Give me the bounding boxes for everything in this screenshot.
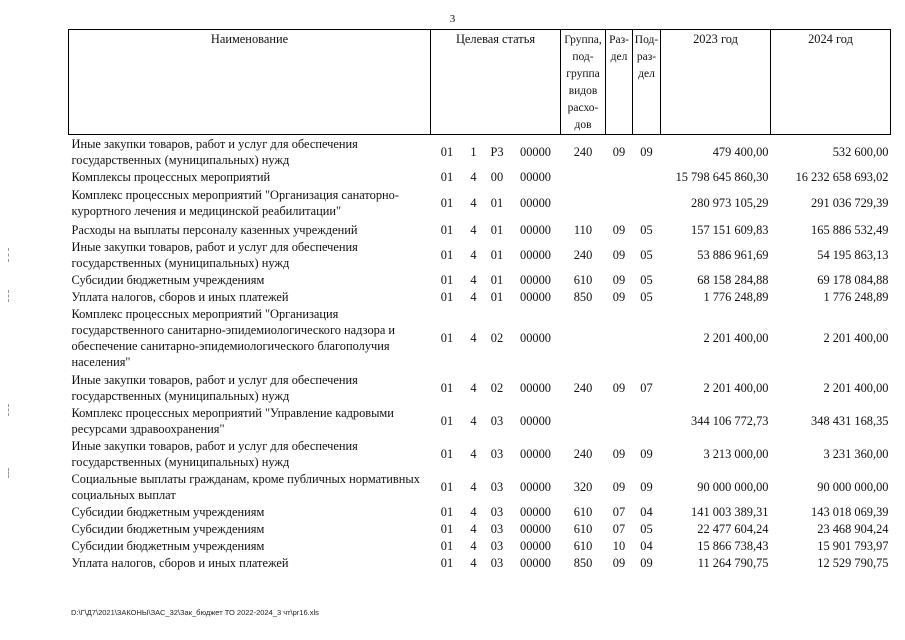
amount-2024: 1 776 248,89 bbox=[823, 289, 889, 304]
section-code: 09 bbox=[612, 479, 626, 494]
expense-group: 610 bbox=[573, 504, 593, 519]
target-code-type: 4 bbox=[470, 555, 477, 570]
subsection-code: 09 bbox=[640, 144, 653, 159]
target-code-item: 01 bbox=[490, 289, 504, 304]
expense-group bbox=[561, 305, 606, 371]
target-code-type: 4 bbox=[470, 331, 477, 345]
section-code: 07 bbox=[612, 504, 626, 519]
row-name: Иные закупки товаров, работ и услуг для обеспечения государственных (муниципальных) нужд bbox=[71, 372, 358, 403]
section-code: 07 bbox=[612, 521, 626, 536]
margin-dash-mark bbox=[8, 248, 10, 262]
amount-2023: 157 151 609,83 bbox=[691, 222, 769, 237]
target-code-item: 00 bbox=[490, 169, 504, 184]
header-target-article: Целевая статья bbox=[431, 30, 561, 135]
subsection-code: 05 bbox=[640, 272, 653, 287]
header-expense-group: Группа, под- группа видов расхо- дов bbox=[561, 30, 606, 135]
target-code-item: 03 bbox=[490, 413, 504, 428]
target-code-program: 01 bbox=[440, 144, 454, 159]
table-row bbox=[69, 371, 891, 404]
target-code-direction: 00000 bbox=[520, 479, 551, 494]
amount-2024: 3 231 360,00 bbox=[823, 446, 889, 461]
expense-group: 850 bbox=[573, 289, 593, 304]
amount-2023: 53 886 961,69 bbox=[697, 247, 769, 262]
section-code: 09 bbox=[612, 555, 626, 570]
margin-dash-mark bbox=[8, 290, 10, 302]
row-name: Комплекс процессных мероприятий "Управление кадровыми ресурсами здравоохранения" bbox=[71, 405, 394, 436]
target-code-type: 4 bbox=[470, 247, 477, 262]
target-code-item: 01 bbox=[490, 196, 504, 210]
table-row bbox=[69, 554, 891, 571]
target-code-program: 01 bbox=[440, 521, 454, 536]
row-name: Субсидии бюджетным учреждениям bbox=[71, 521, 265, 536]
target-code-program: 01 bbox=[440, 272, 454, 287]
target-code-direction: 00000 bbox=[520, 144, 551, 159]
subsection-code: 05 bbox=[640, 289, 653, 304]
subsection-code: 04 bbox=[640, 538, 653, 553]
target-code-direction: 00000 bbox=[520, 413, 551, 428]
subsection-code: 05 bbox=[640, 222, 653, 237]
amount-2023: 15 798 645 860,30 bbox=[675, 169, 769, 184]
amount-2023: 2 201 400,00 bbox=[703, 380, 769, 395]
expense-group: 610 bbox=[573, 538, 593, 553]
target-code-item: 01 bbox=[490, 222, 504, 237]
subsection-code: 09 bbox=[640, 446, 653, 461]
target-code-program: 01 bbox=[440, 479, 454, 494]
expense-group: 110 bbox=[573, 222, 593, 237]
row-name: Уплата налогов, сборов и иных платежей bbox=[71, 289, 289, 304]
amount-2024: 54 195 863,13 bbox=[817, 247, 889, 262]
section-code: 09 bbox=[612, 144, 626, 159]
target-code-type: 4 bbox=[470, 504, 477, 519]
subsection-code bbox=[633, 305, 661, 371]
amount-2023: 344 106 772,73 bbox=[691, 413, 769, 428]
row-name: Субсидии бюджетным учреждениям bbox=[71, 538, 265, 553]
target-code-program: 01 bbox=[440, 331, 454, 345]
amount-2024: 2 201 400,00 bbox=[823, 380, 889, 395]
section-code: 09 bbox=[612, 289, 626, 304]
amount-2023: 3 213 000,00 bbox=[703, 446, 769, 461]
table-row bbox=[69, 168, 891, 185]
subsection-code: 04 bbox=[640, 504, 653, 519]
target-code-direction: 00000 bbox=[520, 222, 551, 237]
target-code-direction: 00000 bbox=[520, 521, 551, 536]
target-code-program: 01 bbox=[440, 196, 454, 210]
row-name: Расходы на выплаты персоналу казенных учреждений bbox=[71, 222, 358, 237]
target-code-item: 01 bbox=[490, 247, 504, 262]
table-row bbox=[69, 404, 891, 437]
target-code-item: 02 bbox=[490, 331, 504, 345]
table-row bbox=[69, 271, 891, 288]
target-code-type: 4 bbox=[470, 169, 477, 184]
target-code-type: 4 bbox=[470, 272, 477, 287]
target-code-type: 4 bbox=[470, 538, 477, 553]
target-code-direction: 00000 bbox=[520, 380, 551, 395]
expense-group: 240 bbox=[573, 247, 593, 262]
target-code-item: 03 bbox=[490, 555, 504, 570]
table-row bbox=[69, 238, 891, 271]
amount-2023: 1 776 248,89 bbox=[703, 289, 769, 304]
target-code-direction: 00000 bbox=[520, 504, 551, 519]
amount-2024: 69 178 084,88 bbox=[817, 272, 889, 287]
amount-2024: 291 036 729,39 bbox=[811, 196, 889, 210]
target-code-program: 01 bbox=[440, 504, 454, 519]
target-code-program: 01 bbox=[440, 446, 454, 461]
section-code bbox=[606, 305, 633, 371]
target-code-type: 4 bbox=[470, 446, 477, 461]
amount-2023: 90 000 000,00 bbox=[697, 479, 769, 494]
expense-group: 240 bbox=[573, 380, 593, 395]
amount-2024: 12 529 790,75 bbox=[817, 555, 889, 570]
amount-2024: 23 468 904,24 bbox=[817, 521, 889, 536]
target-code-item: 01 bbox=[490, 272, 504, 287]
row-name: Комплекс процессных мероприятий "Организация санаторно-курортного лечения и медицинской реабилитации" bbox=[71, 188, 399, 218]
target-code-type: 4 bbox=[470, 413, 477, 428]
margin-dash-mark bbox=[8, 404, 10, 416]
target-code-program: 01 bbox=[440, 380, 454, 395]
target-code-direction: 00000 bbox=[520, 196, 551, 210]
file-path-footer: D:\Г\Д7\2021\ЗАКОНЫ\ЗАС_32\Зак_бюджет ТО 2022-2024_3 чт\pr16.xls bbox=[71, 608, 319, 617]
target-code-item: 03 bbox=[490, 479, 504, 494]
amount-2023: 68 158 284,88 bbox=[697, 272, 769, 287]
subsection-code: 09 bbox=[640, 555, 653, 570]
row-name: Иные закупки товаров, работ и услуг для обеспечения государственных (муниципальных) нужд bbox=[71, 438, 358, 469]
row-name: Уплата налогов, сборов и иных платежей bbox=[71, 555, 289, 570]
header-name: Наименование bbox=[69, 30, 431, 135]
amount-2023: 15 866 738,43 bbox=[697, 538, 769, 553]
amount-2024: 532 600,00 bbox=[832, 144, 889, 159]
amount-2024: 165 886 532,49 bbox=[811, 222, 889, 237]
target-code-item: 03 bbox=[490, 521, 504, 536]
target-code-direction: 00000 bbox=[520, 555, 551, 570]
subsection-code bbox=[633, 404, 661, 437]
amount-2023: 280 973 105,29 bbox=[691, 196, 769, 210]
target-code-item: 03 bbox=[490, 446, 504, 461]
target-code-direction: 00000 bbox=[520, 169, 551, 184]
target-code-item: 02 bbox=[490, 380, 504, 395]
target-code-direction: 00000 bbox=[520, 446, 551, 461]
section-code: 09 bbox=[612, 222, 626, 237]
amount-2024: 348 431 168,35 bbox=[811, 413, 889, 428]
target-code-program: 01 bbox=[440, 555, 454, 570]
expense-group bbox=[561, 168, 606, 185]
row-name: Иные закупки товаров, работ и услуг для обеспечения государственных (муниципальных) нужд bbox=[71, 136, 358, 167]
target-code-program: 01 bbox=[440, 169, 454, 184]
target-code-program: 01 bbox=[440, 289, 454, 304]
target-code-program: 01 bbox=[440, 413, 454, 428]
expense-group bbox=[561, 404, 606, 437]
amount-2024: 90 000 000,00 bbox=[817, 479, 889, 494]
row-name: Субсидии бюджетным учреждениям bbox=[71, 504, 265, 519]
target-code-item: 03 bbox=[490, 504, 504, 519]
target-code-direction: 00000 bbox=[520, 247, 551, 262]
target-code-item: 03 bbox=[490, 538, 504, 553]
expense-group: 320 bbox=[573, 479, 593, 494]
expense-group bbox=[561, 185, 606, 221]
amount-2024: 16 232 658 693,02 bbox=[795, 169, 889, 184]
table-row bbox=[69, 537, 891, 554]
section-code: 09 bbox=[612, 380, 626, 395]
target-code-direction: 00000 bbox=[520, 289, 551, 304]
table-row bbox=[69, 437, 891, 470]
table-row bbox=[69, 520, 891, 537]
row-name: Комплекс процессных мероприятий "Организация государственного санитарно-эпидемиологического надзора и обеспечение санитарно-эпидемиологического благополучия населения" bbox=[71, 307, 396, 369]
target-code-type: 1 bbox=[470, 144, 477, 159]
section-code: 09 bbox=[612, 247, 626, 262]
table-row bbox=[69, 288, 891, 305]
section-code bbox=[606, 185, 633, 221]
target-code-program: 01 bbox=[440, 222, 454, 237]
expense-group: 610 bbox=[573, 521, 593, 536]
row-name: Субсидии бюджетным учреждениям bbox=[71, 272, 265, 287]
header-year-2024: 2024 год bbox=[771, 30, 891, 135]
target-code-type: 4 bbox=[470, 479, 477, 494]
amount-2023: 141 003 389,31 bbox=[691, 504, 769, 519]
subsection-code bbox=[633, 168, 661, 185]
section-code: 09 bbox=[612, 272, 626, 287]
expense-group: 610 bbox=[573, 272, 593, 287]
section-code: 09 bbox=[612, 446, 626, 461]
amount-2023: 479 400,00 bbox=[712, 144, 769, 159]
row-name: Социальные выплаты гражданам, кроме публичных нормативных социальных выплат bbox=[71, 471, 420, 502]
target-code-type: 4 bbox=[470, 289, 477, 304]
expense-group: 240 bbox=[573, 144, 593, 159]
target-code-type: 4 bbox=[470, 222, 477, 237]
header-subsection: Под- раз- дел bbox=[633, 30, 661, 135]
table-row bbox=[69, 470, 891, 503]
target-code-type: 4 bbox=[470, 521, 477, 536]
section-code bbox=[606, 168, 633, 185]
amount-2023: 22 477 604,24 bbox=[697, 521, 769, 536]
amount-2023: 2 201 400,00 bbox=[703, 331, 769, 345]
table-row bbox=[69, 305, 891, 371]
row-name: Иные закупки товаров, работ и услуг для обеспечения государственных (муниципальных) нужд bbox=[71, 239, 358, 270]
amount-2024: 143 018 069,39 bbox=[811, 504, 889, 519]
subsection-code: 07 bbox=[640, 380, 653, 395]
target-code-direction: 00000 bbox=[520, 331, 551, 345]
table-row bbox=[69, 135, 891, 169]
table-row bbox=[69, 221, 891, 238]
subsection-code bbox=[633, 185, 661, 221]
row-name: Комплексы процессных мероприятий bbox=[71, 169, 271, 184]
amount-2024: 15 901 793,97 bbox=[817, 538, 889, 553]
expense-group: 240 bbox=[573, 446, 593, 461]
target-code-type: 4 bbox=[470, 196, 477, 210]
target-code-direction: 00000 bbox=[520, 272, 551, 287]
margin-dash-mark bbox=[8, 468, 10, 478]
target-code-direction: 00000 bbox=[520, 538, 551, 553]
subsection-code: 09 bbox=[640, 479, 653, 494]
table-body bbox=[69, 135, 891, 572]
section-code: 10 bbox=[612, 538, 626, 553]
target-code-program: 01 bbox=[440, 247, 454, 262]
page-number: 3 bbox=[449, 13, 456, 25]
section-code bbox=[606, 404, 633, 437]
header-year-2023: 2023 год bbox=[661, 30, 771, 135]
target-code-type: 4 bbox=[470, 380, 477, 395]
table-row bbox=[69, 503, 891, 520]
table-header-row bbox=[69, 30, 891, 135]
expense-group: 850 bbox=[573, 555, 593, 570]
budget-table bbox=[68, 29, 891, 571]
target-code-program: 01 bbox=[440, 538, 454, 553]
target-code-item: Р3 bbox=[490, 144, 504, 159]
amount-2024: 2 201 400,00 bbox=[823, 331, 889, 345]
subsection-code: 05 bbox=[640, 247, 653, 262]
subsection-code: 05 bbox=[640, 521, 653, 536]
table-row bbox=[69, 185, 891, 221]
header-section: Раз- дел bbox=[606, 30, 633, 135]
amount-2023: 11 264 790,75 bbox=[697, 555, 769, 570]
